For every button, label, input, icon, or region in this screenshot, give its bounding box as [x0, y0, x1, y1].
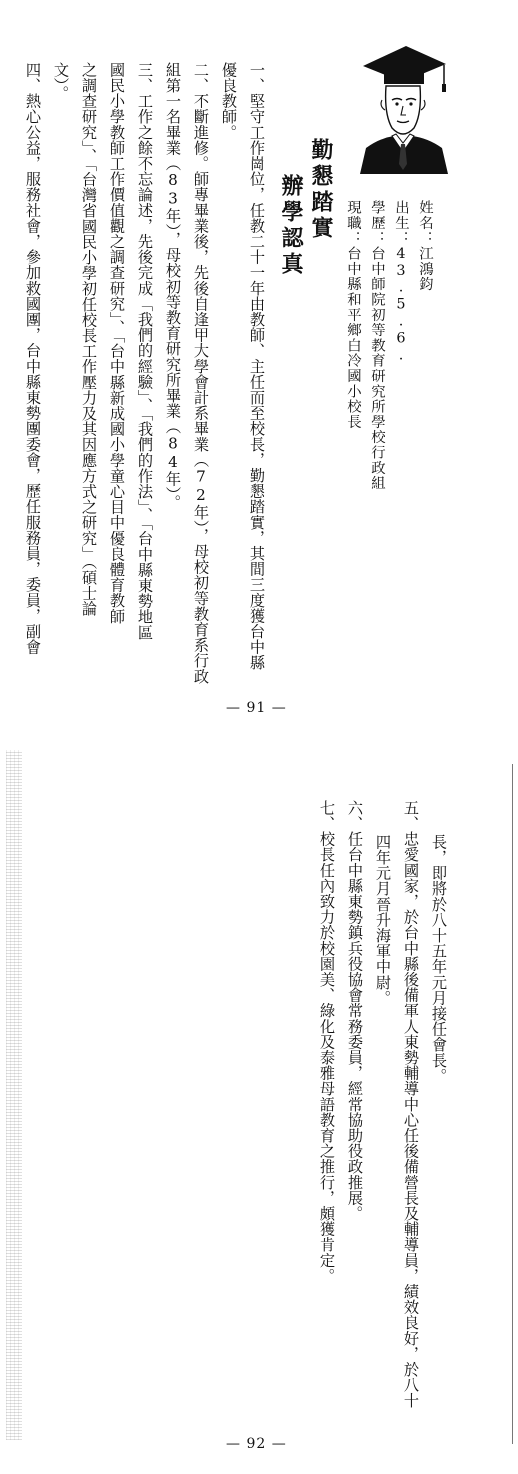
- profile-position: 現職：台中縣和平鄉白冷國小校長: [345, 200, 361, 430]
- page-number: — 91 —: [226, 700, 287, 716]
- body-line: 國民小學教師工作價值觀之調查研究」、「台中縣新成國小學童心目中優良體育教師: [108, 62, 126, 624]
- body-line: 長，即將於八十五年元月接任會長。: [430, 834, 448, 1084]
- body-line: 三、工作之餘不忘論述，先後完成「我們的經驗」、「我們的作法」、「台中縣東勢地區: [136, 62, 154, 640]
- title-line-2: 辦學認真: [278, 174, 304, 278]
- body-line: 之調查研究」、「台灣省國民小學初任校長工作壓力及其因應方式之研究」（碩士論: [80, 62, 98, 617]
- page-91: [0, 0, 518, 728]
- body-line: 組第一名畢業（83年），母校初等教育研究所畢業（84年）。: [164, 62, 182, 511]
- body-line: 一、堅守工作崗位，任教二十一年由教師、主任而至校長，勤懇踏實，其間三度獲台中縣: [248, 62, 266, 671]
- binding-edge: [512, 764, 513, 1444]
- profile-born: 出生：43.5.6.: [393, 200, 409, 365]
- body-line: 七、校長任內致力於校園美、綠化及泰雅母語教育之推行，頗獲肯定。: [318, 800, 336, 1284]
- body-line: 六、任台中縣東勢鎮兵役協會常務委員，經常協助役政推展。: [346, 800, 364, 1222]
- title-line-1: 勤懇踏實: [308, 138, 334, 242]
- body-line: 四、熱心公益，服務社會，參加救國團，台中縣東勢團委會，歷任服務員，委員，副會: [24, 62, 42, 655]
- graduate-portrait: [358, 44, 448, 174]
- body-line: 文）。: [52, 62, 70, 102]
- page-number: — 92 —: [226, 1436, 287, 1452]
- page-92: [0, 728, 518, 1474]
- scan-noise-edge: [6, 750, 22, 1440]
- body-line: 二、不斷進修。師專畢業後，先後自逢甲大學會計系畢業（72年），母校初等教育系行政: [192, 62, 210, 684]
- body-line: 四年元月晉升海軍中尉。: [374, 834, 392, 1006]
- body-line: 優良教師。: [220, 62, 238, 140]
- profile-education: 學歷：台中師院初等教育研究所學校行政組: [369, 200, 385, 491]
- profile-name: 姓名：江鴻鈞: [417, 200, 433, 292]
- body-line: 五、忠愛國家，於台中縣後備軍人東勢輔導中心任後備營長及輔導員，績效良好，於八十: [402, 800, 420, 1409]
